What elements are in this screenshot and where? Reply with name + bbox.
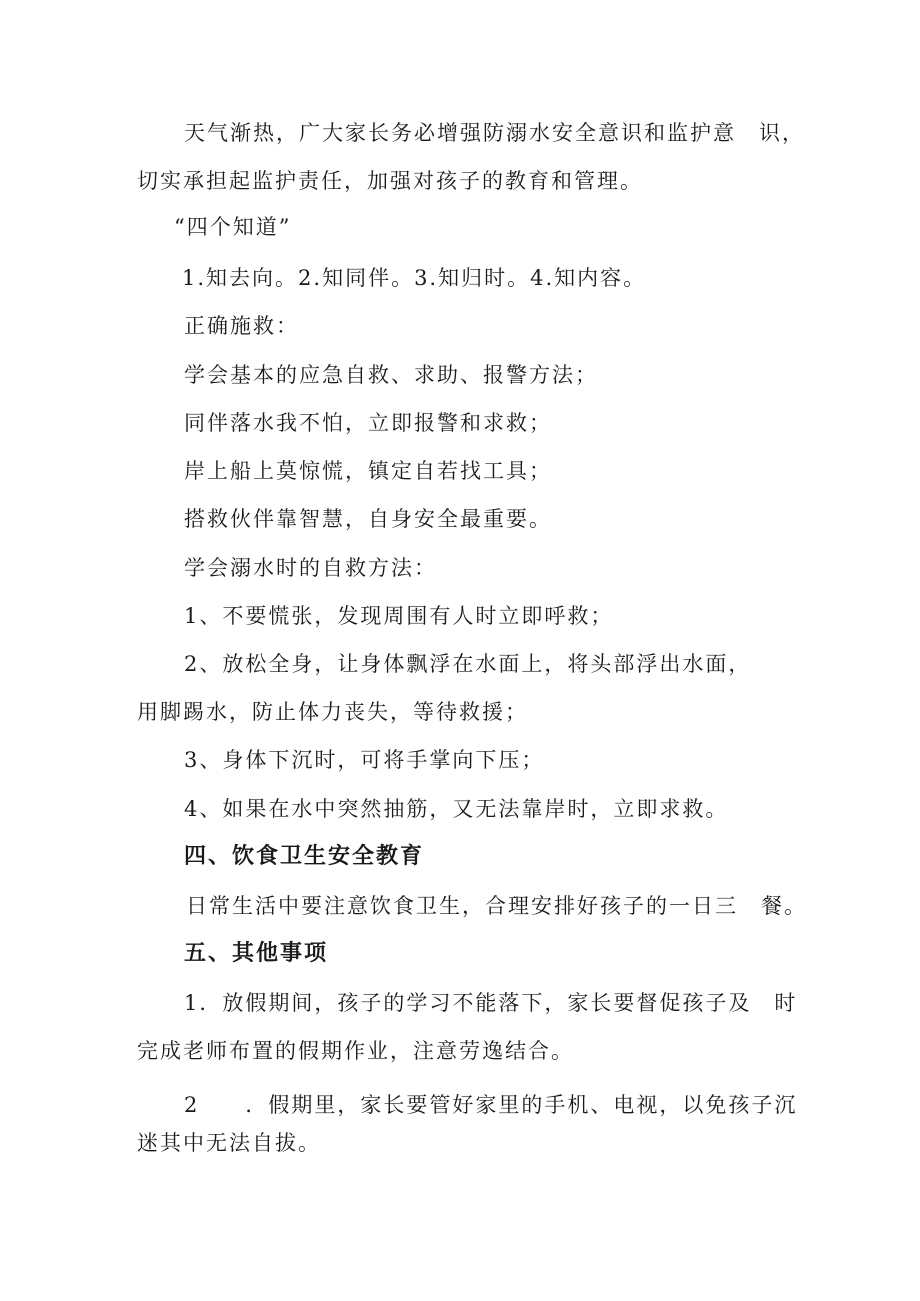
self-rescue-item-1: 1、不要慌张，发现周围有人时立即呼救； [184, 604, 614, 628]
four-knows-list: 1.知去向。2.知同伴。3.知归时。4.知内容。 [182, 266, 647, 290]
paragraph-line-1: 天气渐热，广大家长务必增强防溺水安全意识和监护意 识， [184, 121, 805, 145]
paragraph-line-2: 切实承担起监护责任，加强对孩子的教育和管理。 [137, 169, 643, 193]
self-rescue-item-3: 3、身体下沉时，可将手掌向下压； [184, 748, 545, 772]
rescue-line-3: 岸上船上莫惊慌，镇定自若找工具； [184, 459, 552, 483]
section-heading-food-safety: 四、饮食卫生安全教育 [184, 844, 425, 869]
other-item-1-cont: 完成老师布置的假期作业，注意劳逸结合。 [137, 1039, 574, 1063]
other-item-1: 1．放假期间，孩子的学习不能落下，家长要督促孩子及 时 [184, 991, 798, 1015]
section-subtitle-self-rescue: 学会溺水时的自救方法： [184, 556, 437, 580]
rescue-line-1: 学会基本的应急自救、求助、报警方法； [184, 363, 598, 387]
other-item-2: 2 ．假期里，家长要管好家里的手机、电视，以免孩子沉 [184, 1093, 798, 1117]
section-subtitle-rescue: 正确施救： [184, 314, 299, 338]
rescue-line-2: 同伴落水我不怕，立即报警和求救； [184, 411, 552, 435]
other-item-2-cont: 迷其中无法自拔。 [137, 1131, 321, 1155]
rescue-line-4: 搭救伙伴靠智慧，自身安全最重要。 [184, 507, 552, 531]
self-rescue-item-2: 2、放松全身，让身体飘浮在水面上，将头部浮出水面， [184, 652, 752, 676]
food-safety-paragraph: 日常生活中要注意饮食卫生，合理安排好孩子的一日三 餐。 [186, 894, 807, 918]
section-heading-other-matters: 五、其他事项 [184, 941, 329, 966]
self-rescue-item-4: 4、如果在水中突然抽筋，又无法靠岸时，立即求救。 [184, 797, 729, 821]
section-subtitle-four-knows: “四个知道” [174, 215, 292, 239]
self-rescue-item-2-cont: 用脚踢水，防止体力丧失，等待救援； [137, 700, 528, 724]
